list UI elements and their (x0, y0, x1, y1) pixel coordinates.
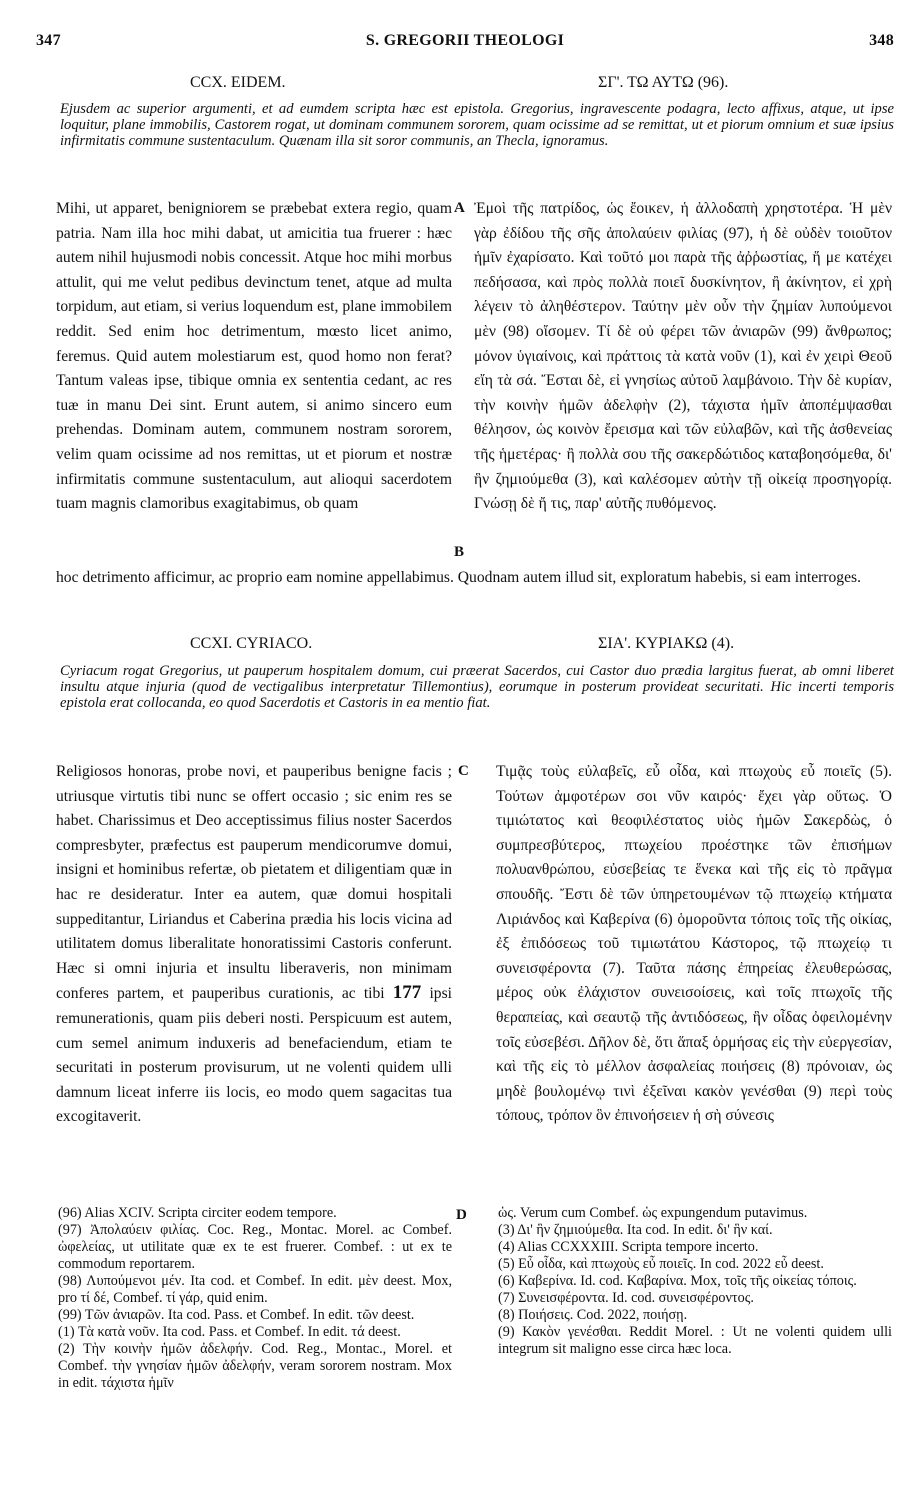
footnote: (96) Alias XCIV. Scripta circiter eodem tempore. (58, 1205, 337, 1221)
latin-text-part-1: Religiosos honoras, probe novi, et pauperibus benigne facis ; utriusque virtutis tibi nunc se offert occasio ; sic enim res se habet. Charissimus et Deo acceptissimus filius noster Sacerdos compresbyter, præfectus est pauperum mendicorumve domui, insigni et hominibus refertæ, ob pietatem et diligentiam quæ in hac re desideratur. Inter ea autem, quæ domui hospitali suppeditantur, Liriandus et Caberina prædia his locis vicina ad utilitatem domus liberalitate honoratissimi Castoris conferunt. Hæc si omni injuria et insultu liberaveris, non minimam conferes partem, et pauperibus curationis, ac tibi (56, 763, 452, 1003)
page-number-left: 347 (36, 32, 61, 49)
footnote: (1) Τὰ κατὰ νοῦν. Ita cod. Pass. et Combef. In edit. τά deest. (58, 1324, 401, 1340)
footnotes-left (58, 1205, 452, 1392)
letter-211-latin-column (56, 760, 452, 1130)
margin-marker-c: C (458, 763, 469, 779)
letter-211-greek-column (496, 760, 892, 1129)
latin-heading: CCXI. CYRIACO. (190, 635, 313, 652)
latin-heading: CCX. EIDEM. (190, 74, 286, 91)
footnote: (99) Τῶν ἀνιαρῶν. Ita cod. Pass. et Combef. In edit. τῶν deest. (58, 1307, 415, 1323)
footnote: (4) Alias CCXXXIII. Scripta tempore incerto. (498, 1239, 759, 1255)
running-title: S. GREGORII THEOLOGI (365, 32, 565, 49)
latin-text: Mihi, ut apparet, benigniorem se præbebat extera regio, quam patria. Nam illa hoc mihi dabat, ut amicitia tua fruerer : hæc autem nihil hujusmodi nobis concessit. Atque hoc mihi morbus attulit, qui me velut pedibus devinctum tenet, atque ad multa torpidum, aut etiam, si verius loquendum est, plane immobilem reddit. Sed enim hoc detrimentum, mœsto licet animo, feremus. Quid autem molestiarum est, quod homo non ferat? Tantum valeas ipse, tibique omnia ex sententia cedant, ac res tuæ in manu Dei sint. Erunt autem, si animo sincero eum prehendas. Dominam autem, communem nostram sororem, velim quam ocissime ad nos remittas, ut et piorum et nostræ infirmitatis commune sustentaculum, aut alioqui sacerdotem tuam magnis clamoribus exagitabimus, ob quam (56, 200, 452, 513)
latin-text (56, 760, 452, 1130)
footnote: (97) Ἀπολαύειν φιλίας. Coc. Reg., Montac. Morel. ac Combef. ὠφελείας, ut utilitate quæ ex te est fruerer. Combef. : ut ex te commodum reportarem. (58, 1222, 452, 1272)
footnote: (9) Κακὸν γενέσθαι. Reddit Morel. : Ut ne volenti quidem ulli integrum sit maligno esse circa hæc loca. (498, 1324, 892, 1357)
footnote: ὡς. Verum cum Combef. ὡς expungendum putavimus. (498, 1205, 808, 1221)
letter-211-summary: Cyriacum rogat Gregorius, ut pauperum hospitalem domum, cui præerat Sacerdos, cui Castor duo prædia largitus fuerat, ab omni liberet insultu atque injuria (quod de vectigalibus interpretatur Tillemontius), eorumque in posterum provideat securitati. Hic incerti temporis epistola erat collocanda, eo quod Sacerdotis et Castoris in ea mentio fiat. (60, 663, 894, 711)
inline-page-number: 177 (392, 982, 422, 1004)
margin-marker-b: B (454, 544, 465, 560)
footnote: (2) Τὴν κοινὴν ἡμῶν ἀδελφήν. Cod. Reg., Montac., Morel. et Combef. τὴν γνησίαν ἡμῶν ἀδελφήν, veram sororem nostram. Mox in edit. τάχιστα ἡμῖν (58, 1341, 452, 1391)
footnote: (98) Λυπούμενοι μέν. Ita cod. et Combef. In edit. μὲν deest. Mox, pro τί δέ, Combef. τί γάρ, quid enim. (58, 1273, 452, 1306)
footnote: (8) Ποιήσεις. Cod. 2022, ποιήσῃ. (498, 1307, 688, 1323)
greek-text: Τιμᾷς τοὺς εὐλαβεῖς, εὖ οἶδα, καὶ πτωχοὺς εὖ ποιεῖς (5). Τούτων ἀμφοτέρων σοι νῦν καιρός· ἔχει γὰρ οὕτως. Ὁ τιμιώτατος καὶ θεοφιλέστατος υἱὸς ἡμῶν Σακερδὼς, ὁ συμπρεσβύτερος, πτωχείου προέστηκε τῶν ἐπισήμων πολυανθρώπου, εὐσεβείας τε ἕνεκα καὶ τῆς εἰς τὸ πρᾶγμα σπουδῆς. Ἔστι δὲ τῶν ὑπηρετουμένων τῷ πτωχείῳ κτήματα Λιριάνδος καὶ Καβερίνα (6) ὁμοροῦντα τόποις τοῖς τῆς οἰκίας, ἐξ ἐπιδόσεως τοῦ τιμιωτάτου Κάστορος, τῷ πτωχείῳ τι συνεισφέροντα (7). Ταῦτα πάσης ἐπηρείας ἐλευθερώσας, μέρος οὐκ ἐλάχιστον συνεισοίσεις, καὶ τοῖς πτωχοῖς τῆς θεραπείας, καὶ σεαυτῷ τῆς ἀντιδόσεως, ἣν οἶδας ὀφειλομένην τοῖς εὐσεβέσι. Δῆλον δὲ, ὅτι ἅπαξ ὁρμήσας εἰς τὴν εὐεργεσίαν, καὶ τῆς εἰς τὸ μέλλον ἀσφαλείας ποιήσεις (8) πρόνοιαν, ὡς μηδὲ βουλομένῳ τινὶ ἐξεῖναι κακὸν γενέσθαι (9) περὶ τοὺς τόπους, τρόπον ὃν ἐπινοήσειεν ἡ σὴ σύνεσις (496, 763, 892, 1125)
footnote: (7) Συνεισφέροντα. Id. cod. συνεισφέροντος. (498, 1290, 754, 1306)
greek-heading: ΣΓ'. ΤΩ ΑΥΤΩ (96). (598, 74, 729, 91)
running-header (36, 32, 894, 56)
page-number-right: 348 (869, 32, 894, 49)
letter-210-closing-line: hoc detrimento afficimur, ac proprio eam nomine appellabimus. Quodnam autem illud sit, exploratum habebis, si eam interroges. (56, 569, 861, 586)
margin-marker-a: A (454, 200, 465, 216)
greek-text: Ἐμοὶ τῆς πατρίδος, ὡς ἔοικεν, ἡ ἀλλοδαπὴ χρηστοτέρα. Ἡ μὲν γὰρ ἐδίδου τῆς σῆς ἀπολαύειν φιλίας (97), ἡ δὲ οὐδὲν τοιοῦτον ἡμῖν ἐχαρίσατο. Καὶ τοῦτό μοι παρὰ τῆς ἀῤῥωστίας, ἥ με κατέχει πεδήσασα, καὶ πρὸς πολλὰ ποιεῖ δυσκίνητον, ἢ ἀκίνητον, εἰ χρὴ λέγειν τὸ ἀληθέστερον. Ταύτην μὲν οὖν τὴν ζημίαν λυπούμενοι μὲν (98) οἴσομεν. Τί δὲ οὐ φέρει τῶν ἀνιαρῶν (99) ἄνθρωπος; μόνον ὑγιαίνοις, καὶ πράττοις τὰ κατὰ νοῦν (1), καὶ ἐν χειρὶ Θεοῦ εἴη τὰ σά. Ἔσται δὲ, εἰ γνησίως αὐτοῦ λαμβάνοιο. Τὴν δὲ κυρίαν, τὴν κοινὴν ἡμῶν ἀδελφὴν (2), τάχιστα ἡμῖν ἀποπέμψασθαι θέλησον, ὡς κοινὸν ἔρεισμα καὶ τῶν εὐλαβῶν, καὶ τῆς ἀσθενείας τῆς ἡμετέρας· ἢ πολλὰ σου τῆς σακερδώτιδος καταβοησόμεθα, δι' ἣν ζημιούμεθα (3), καὶ καλέσομεν αὐτὴν τῇ οἰκείᾳ προσηγορίᾳ. Γνώσῃ δὲ ἤ τις, παρ' αὐτῆς πυθόμενος. (474, 200, 892, 513)
greek-heading: ΣΙΑ'. ΚΥΡΙΑΚΩ (4). (598, 635, 735, 652)
footnote: (3) Δι' ἣν ζημιούμεθα. Ita cod. In edit. δι' ἣν καί. (498, 1222, 773, 1238)
footnote: (6) Καβερίνα. Id. cod. Καβαρίνα. Mox, τοῖς τῆς οἰκείας τόποις. (498, 1273, 857, 1289)
letter-210-greek-column (474, 197, 892, 517)
letter-210-latin-column (56, 197, 452, 517)
footnote: (5) Εὖ οἶδα, καὶ πτωχοὺς εὖ ποιεῖς. In cod. 2022 εὖ deest. (498, 1256, 824, 1272)
margin-marker-d: D (456, 1207, 467, 1223)
footnotes-right (498, 1205, 892, 1358)
letter-210-summary: Ejusdem ac superior argumenti, et ad eumdem scripta hæc est epistola. Gregorius, ingravescente podagra, lecto affixus, atque, ut ipse loquitur, plane immobilis, Castorem rogat, ut dominam communem sororem, quam ocissime ad se remittat, ut et piorum omnium et suæ ipsius infirmitatis commune sustentaculum. Quænam illa sit soror communis, an Thecla, ignoramus. (60, 101, 894, 149)
latin-text-part-2: ipsi remunerationis, quam piis deberi nosti. Perspicuum est autem, cum semel animum induxeris ad benefaciendum, etiam te securitati in posterum provisurum, ut ne volenti quidem ulli damnum liceat inferre iis locis, eo modo quem sagacitas tua excogitaverit. (56, 985, 452, 1126)
